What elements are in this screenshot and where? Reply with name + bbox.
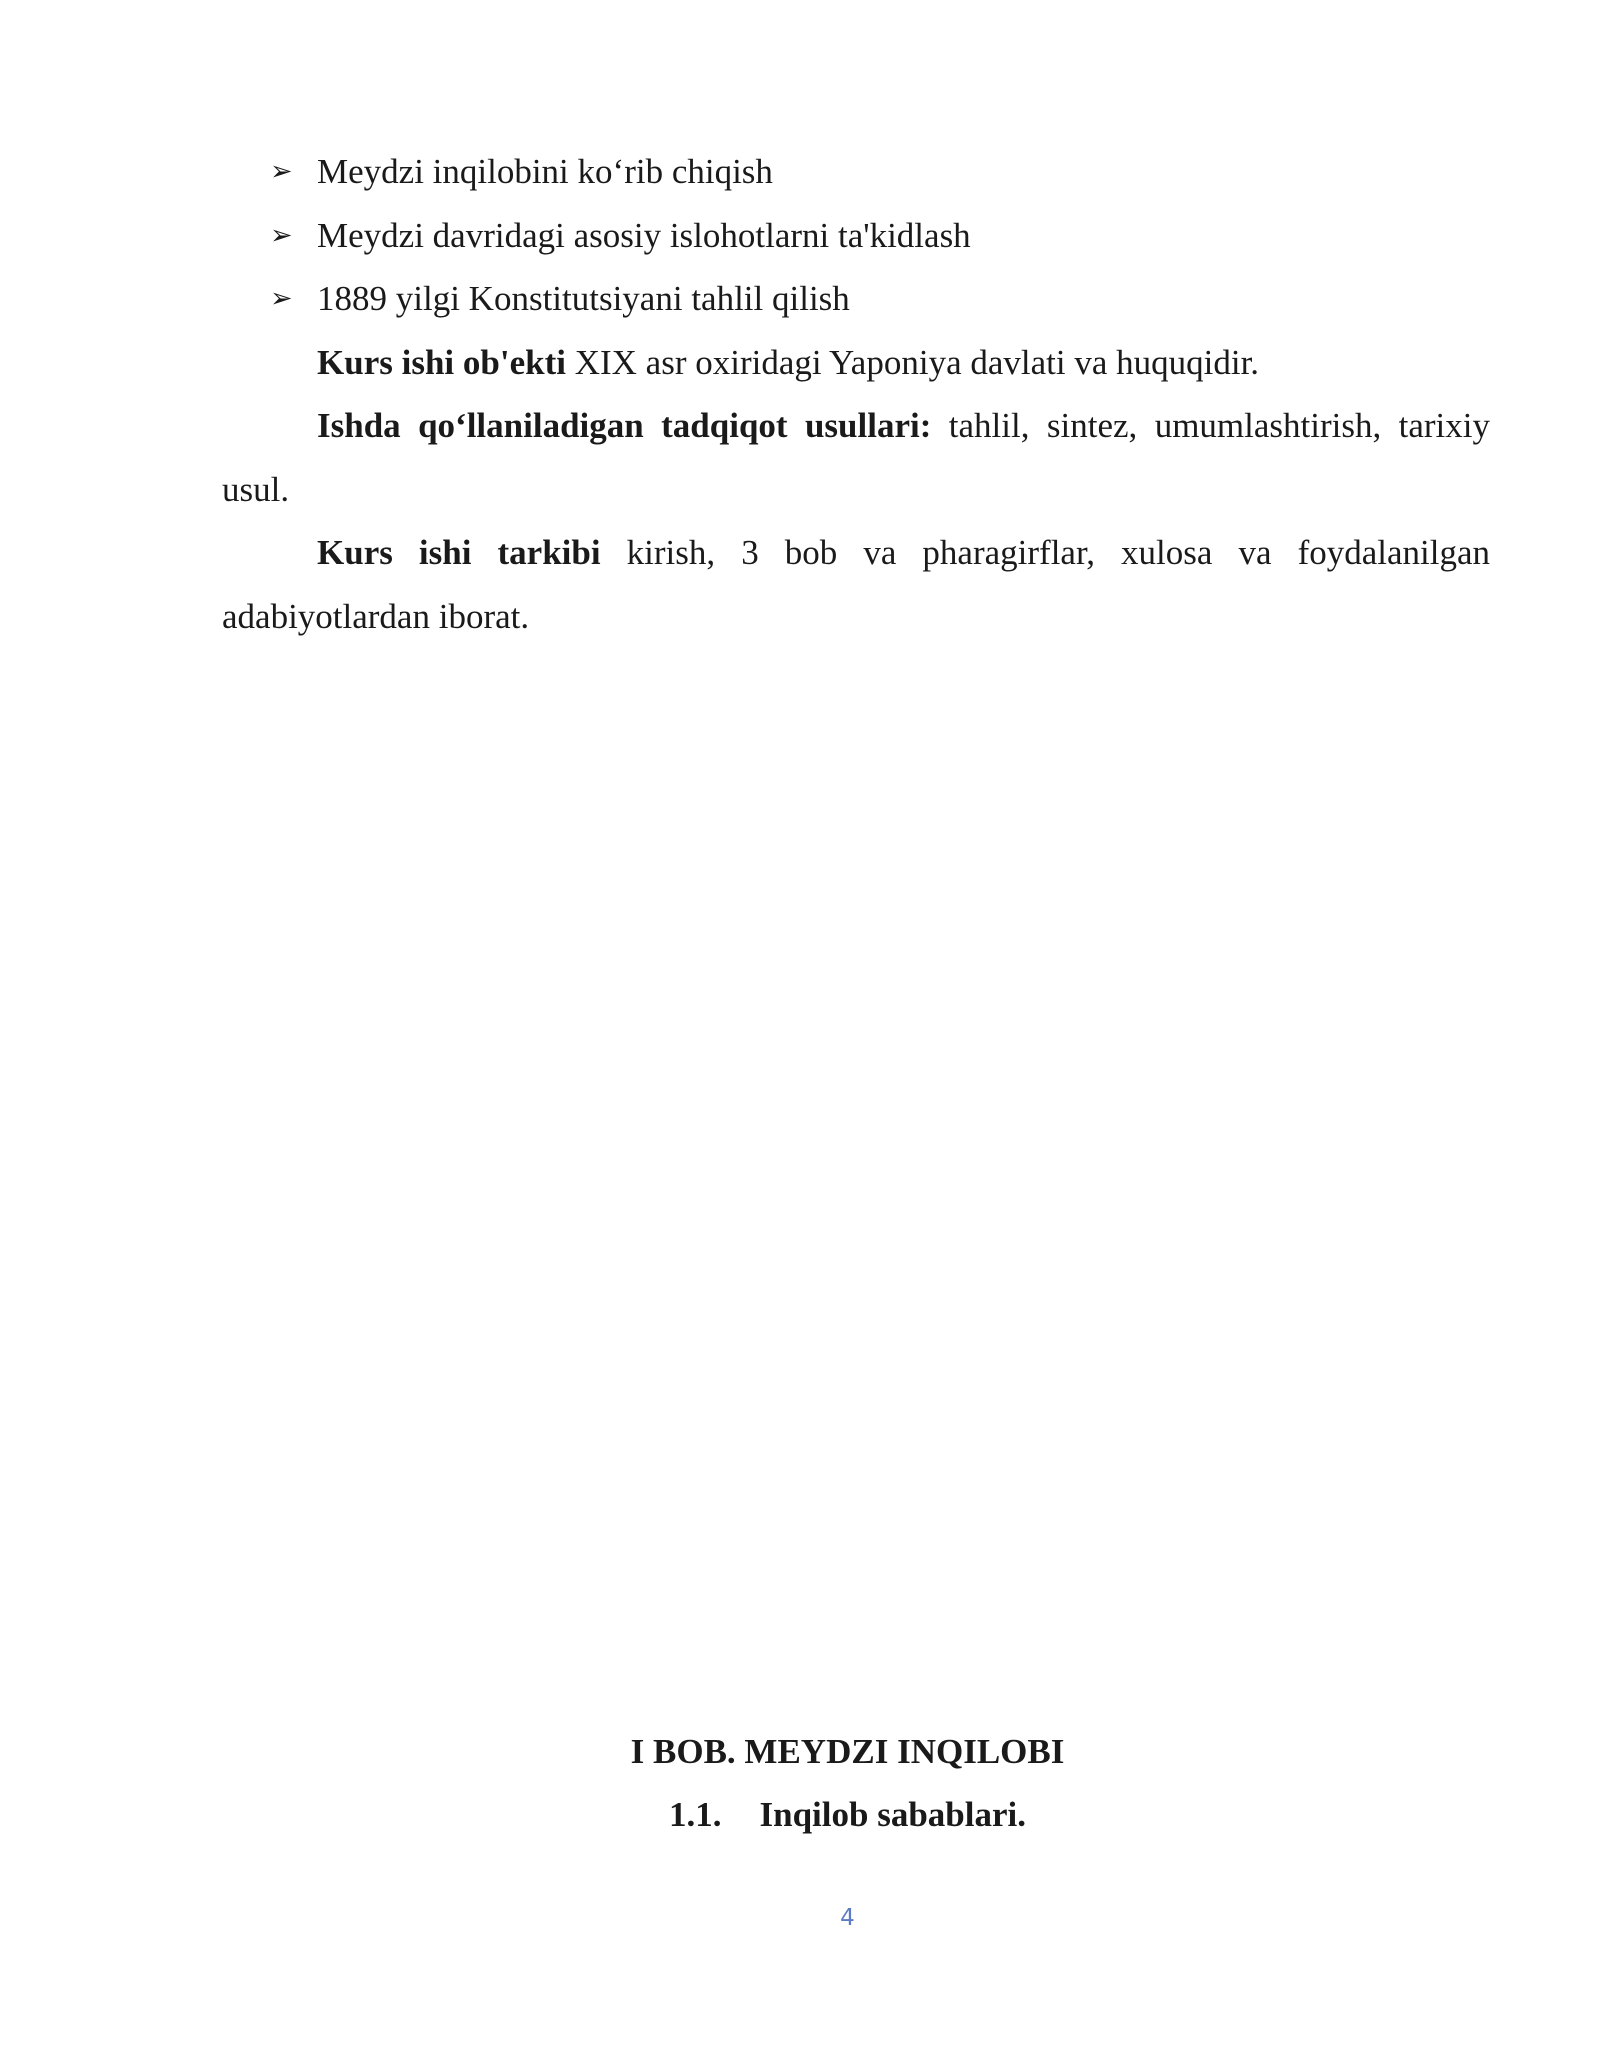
page-number: 4 bbox=[840, 1905, 855, 1931]
paragraph-lead: Ishda qo‘llaniladigan tadqiqot usullari: bbox=[317, 406, 932, 445]
paragraph-methods bbox=[222, 394, 1490, 521]
paragraph-object bbox=[222, 331, 1490, 395]
bullet-item bbox=[222, 140, 1490, 204]
paragraph-body: tahlil, sintez, umumlashtirish, tarixiy usul. bbox=[222, 406, 1490, 509]
bullet-text: Meydzi inqilobini ko‘rib chiqish bbox=[317, 152, 773, 191]
paragraph-body: kirish, 3 bob va pharagirflar, xulosa va foydalanilgan adabiyotlardan iborat. bbox=[222, 533, 1490, 636]
arrow-bullet-icon: ➢ bbox=[270, 219, 293, 251]
arrow-bullet-icon: ➢ bbox=[270, 156, 293, 187]
bullet-item bbox=[222, 204, 1490, 268]
section-number: 1.1. bbox=[669, 1795, 722, 1834]
arrow-bullet-icon: ➢ bbox=[270, 283, 293, 314]
paragraph-lead: Kurs ishi ob'ekti bbox=[317, 342, 566, 382]
section-title: Inqilob sabablari. bbox=[759, 1795, 1026, 1834]
chapter-title: I BOB. MEYDZI INQILOBI bbox=[630, 1732, 1065, 1771]
paragraph-body: XIX asr oxiridagi Yaponiya davlati va huquqidir. bbox=[565, 342, 1260, 382]
bullet-text: 1889 yilgi Konstitutsiyani tahlil qilish bbox=[317, 279, 850, 318]
section-heading bbox=[0, 1783, 1600, 1847]
paragraph-structure bbox=[222, 521, 1490, 648]
body-text bbox=[222, 140, 1490, 648]
bullet-item bbox=[222, 267, 1490, 331]
bullet-text: Meydzi davridagi asosiy islohotlarni ta'kidlash bbox=[317, 215, 971, 255]
paragraph-lead: Kurs ishi tarkibi bbox=[317, 533, 601, 572]
